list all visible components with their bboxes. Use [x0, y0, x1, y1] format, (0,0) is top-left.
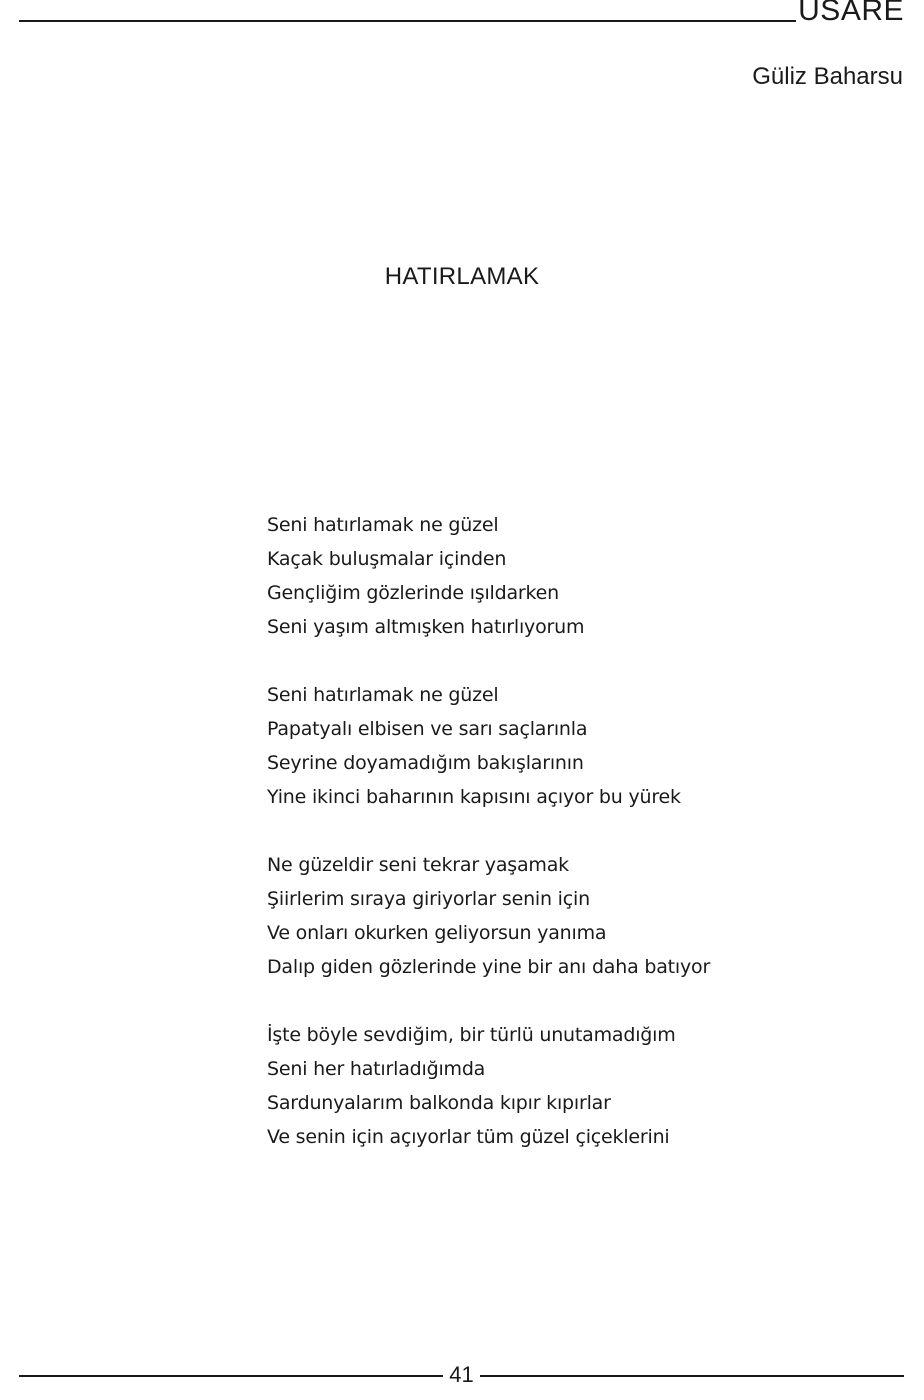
verse-line: Seni hatırlamak ne güzel — [267, 684, 499, 706]
verse-line: Seyrine doyamadığım bakışlarının — [267, 752, 584, 774]
verse-line: Papatyalı elbisen ve sarı saçlarınla — [267, 718, 588, 740]
verse-line: Seni yaşım altmışken hatırlıyorum — [267, 616, 585, 638]
stanza — [267, 1018, 867, 1154]
footer-rule-right — [480, 1375, 904, 1377]
verse-line: Şiirlerim sıraya giriyorlar senin için — [267, 888, 590, 910]
stanza — [267, 678, 867, 814]
author-name: Güliz Baharsu — [752, 63, 903, 90]
header-rule — [19, 20, 796, 22]
poem-title: HATIRLAMAK — [384, 263, 540, 290]
verse-line: İşte böyle sevdiğim, bir türlü unutamadığım — [267, 1024, 676, 1046]
verse-line: Seni hatırlamak ne güzel — [267, 514, 499, 536]
verse-line: Ve senin için açıyorlar tüm güzel çiçeklerini — [267, 1126, 670, 1148]
stanza — [267, 508, 867, 644]
verse-line: Dalıp giden gözlerinde yine bir anı daha batıyor — [267, 956, 711, 978]
verse-line: Ve onları okurken geliyorsun yanıma — [267, 922, 607, 944]
verse-line: Gençliğim gözlerinde ışıldarken — [267, 582, 560, 604]
page-number: 41 — [449, 1362, 474, 1387]
verse-line: Yine ikinci baharının kapısını açıyor bu yürek — [267, 786, 681, 808]
verse-line: Seni her hatırladığımda — [267, 1058, 486, 1080]
journal-name: USARE — [798, 0, 904, 27]
verse-line: Ne güzeldir seni tekrar yaşamak — [267, 854, 569, 876]
stanza — [267, 848, 867, 984]
verse-line: Sardunyalarım balkonda kıpır kıpırlar — [267, 1092, 611, 1114]
footer-rule-left — [19, 1375, 443, 1377]
verse-line: Kaçak buluşmalar içinden — [267, 548, 507, 570]
poem-body — [267, 508, 867, 1188]
